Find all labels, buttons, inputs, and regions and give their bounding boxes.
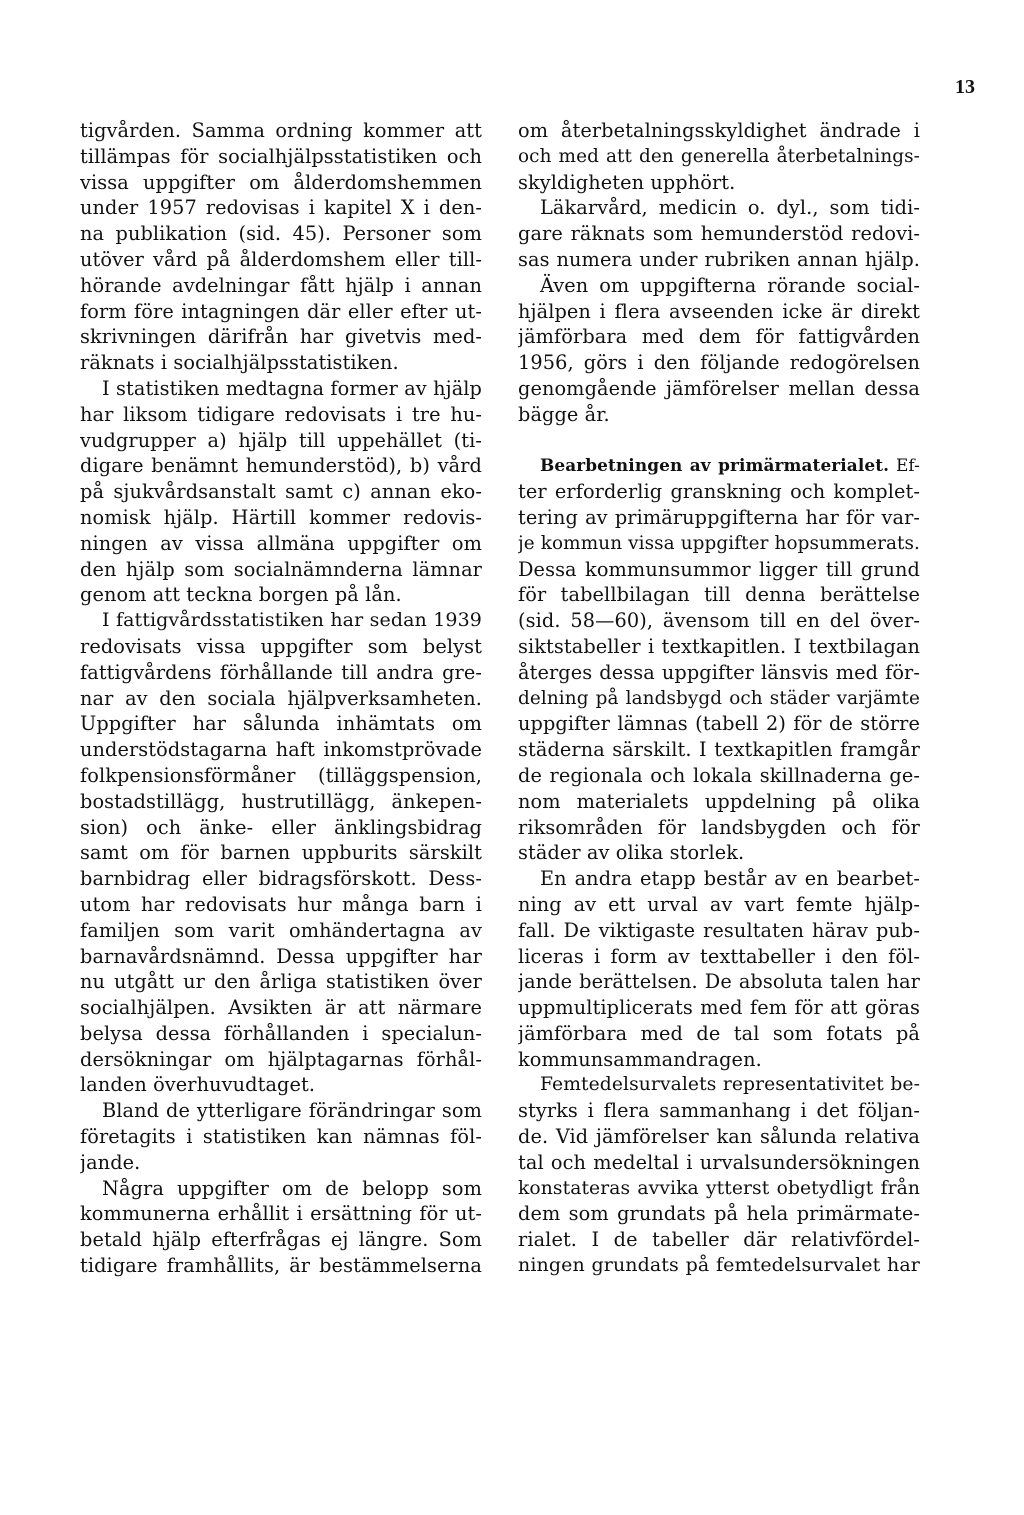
text-line: Bland de ytterligare förändringar som	[102, 1099, 482, 1123]
text-line: de. Vid jämförelser kan sålunda relativa	[518, 1125, 920, 1149]
text-line: landen överhuvudtaget.	[80, 1073, 316, 1097]
text-line: under 1957 redovisas i kapitel X i den-	[80, 196, 482, 220]
text-line: form före intagningen där eller efter ut-	[80, 299, 482, 323]
text-line: na publikation (sid. 45). Personer som	[80, 222, 482, 246]
text-line: samt om för barnen uppburits särskilt	[80, 841, 482, 865]
text-line: rialet. I de tabeller där relativfördel-	[518, 1228, 920, 1252]
left-column	[80, 118, 482, 1279]
text-line: uppgifter lämnas (tabell 2) för de större	[518, 712, 920, 736]
text-line: sion) och änke- eller änklingsbidrag	[80, 815, 482, 839]
text-line: barnavårdsnämnd. Dessa uppgifter har	[80, 944, 482, 968]
text-line: städer av olika storlek.	[518, 841, 745, 865]
text-line: och med att den generella återbetalnings-	[518, 145, 920, 167]
text-line: vudgrupper a) hjälp till uppehället (ti-	[80, 428, 482, 452]
text-line: riksområden för landsbygden och för	[518, 815, 920, 839]
text-line: nu utgått ur den årliga statistiken över	[80, 970, 482, 994]
text-line: Femtedelsurvalets representativitet be-	[540, 1074, 920, 1096]
text-line: tering av primäruppgifterna har för var-	[518, 505, 920, 529]
text-line: delning på landsbygd och städer varjämte	[518, 687, 920, 709]
text-line: je kommun vissa uppgifter hopsummerats.	[518, 532, 920, 554]
text-line: jande berättelsen. De absoluta talen har	[518, 970, 920, 994]
text-line: utöver vård på ålderdomshem eller till-	[80, 247, 482, 271]
text-line: I fattigvårdsstatistiken har sedan 1939	[102, 609, 482, 632]
text-line: familjen som varit omhändertagna av	[80, 918, 482, 942]
text-line: styrks i flera sammanhang i det följan-	[518, 1099, 920, 1123]
text-line: digare benämnt hemunderstöd), b) vård	[80, 454, 482, 478]
text-line: bostadstillägg, hustrutillägg, änkepen-	[80, 789, 482, 813]
text-line: utom har redovisats hur många barn i	[80, 892, 482, 916]
text-line: genom att teckna borgen på lån.	[80, 583, 402, 607]
text-line: återges dessa uppgifter länsvis med för-	[518, 660, 920, 684]
text-line: de regionala och lokala skillnaderna ge-	[518, 763, 920, 787]
text-line: ningen grundats på femtedelsurvalet har	[518, 1254, 920, 1277]
text-line: gare räknats som hemunderstöd redovi-	[518, 222, 920, 246]
text-line: understödstagarna haft inkomstprövade	[80, 738, 482, 762]
text-line: ter erforderlig granskning och komplet-	[518, 480, 920, 504]
text-line: tidigare framhållits, är bestämmelserna	[80, 1254, 482, 1278]
text-line: belysa dessa förhållanden i specialun-	[80, 1021, 482, 1045]
text-line: liceras i form av texttabeller i den föl-	[518, 944, 920, 968]
text-line: om återbetalningsskyldighet ändrade i	[518, 119, 920, 142]
text-line: Läkarvård, medicin o. dyl., som tidi-	[540, 196, 920, 220]
text-line: tal och medeltal i urvalsundersökningen	[518, 1150, 920, 1174]
text-line: hjälpen i flera avseenden icke är direkt	[518, 299, 920, 323]
text-line: nar av den sociala hjälpverksamheten.	[80, 686, 482, 710]
text-line: I statistiken medtagna former av hjälp	[102, 376, 482, 400]
text-line: nomisk hjälp. Härtill kommer redovis-	[80, 505, 482, 529]
text-line: Även om uppgifterna rörande social-	[540, 273, 920, 297]
text-line: hörande avdelningar fått hjälp i annan	[80, 273, 482, 297]
text-line: sas numera under rubriken annan hjälp.	[518, 247, 920, 271]
text-line: kommunerna erhållit i ersättning för ut-	[80, 1202, 482, 1226]
text-line: ning av ett urval av vart femte hjälp-	[518, 892, 920, 916]
text-line: den hjälp som socialnämnderna lämnar	[80, 557, 482, 581]
text-line: på sjukvårdsanstalt samt c) annan eko-	[80, 480, 482, 504]
text-line: (sid. 58—60), ävensom till en del över-	[518, 609, 920, 633]
text-line: bägge år.	[518, 402, 610, 426]
section-heading: Bearbetningen av primärmaterialet.	[540, 455, 890, 476]
text-line: fall. De viktigaste resultaten härav pub-	[518, 918, 920, 942]
text-line: konstateras avvika ytterst obetydligt från	[518, 1177, 920, 1199]
text-line: tillämpas för socialhjälpsstatistiken och	[80, 144, 482, 168]
text-line: kommunsammandragen.	[518, 1047, 762, 1071]
page-number: 13	[955, 76, 975, 98]
text-line: städerna särskilt. I textkapitlen framgår	[518, 738, 920, 762]
text-line: ningen av vissa allmäna uppgifter om	[80, 531, 482, 555]
text-line: uppmultiplicerats med fem för att göras	[518, 996, 920, 1020]
text-line: jämförbara med de tal som fotats på	[518, 1021, 920, 1045]
text-line: betald hjälp efterfrågas ej längre. Som	[80, 1228, 482, 1252]
text-line: En andra etapp består av en bearbet-	[540, 867, 920, 891]
text-line: dem som grundats på hela primärmate-	[518, 1202, 920, 1226]
text-line: jämförbara med dem för fattigvården	[518, 325, 920, 349]
text-line: för tabellbilagan till denna berättelse	[518, 583, 920, 607]
text-line: skyldigheten upphört.	[518, 170, 736, 194]
text-line: vissa uppgifter om ålderdomshemmen	[80, 170, 482, 194]
text-line: socialhjälpen. Avsikten är att närmare	[80, 996, 482, 1020]
heading-continuation: Ef-	[895, 455, 920, 476]
text-line: barnbidrag eller bidragsförskott. Dess-	[80, 867, 482, 891]
paragraph-gap	[518, 428, 920, 454]
text-line: genomgående jämförelser mellan dessa	[518, 376, 920, 400]
section-heading-line	[518, 453, 920, 479]
text-line: Några uppgifter om de belopp som	[102, 1176, 482, 1200]
text-line: folkpensionsförmåner (tilläggspension,	[80, 763, 482, 787]
text-line: dersökningar om hjälptagarnas förhål-	[80, 1047, 482, 1071]
text-line: har liksom tidigare redovisats i tre hu-	[80, 402, 482, 426]
text-line: företagits i statistiken kan nämnas föl-	[80, 1125, 482, 1149]
text-line: tigvården. Samma ordning kommer att	[80, 119, 482, 142]
text-line: jande.	[80, 1150, 141, 1174]
text-line: redovisats vissa uppgifter som belyst	[80, 634, 482, 658]
text-line: skrivningen därifrån har givetvis med-	[80, 325, 482, 349]
text-line: Dessa kommunsummor ligger till grund	[518, 557, 920, 581]
text-line: siktstabeller i textkapitlen. I textbilagan	[518, 634, 920, 658]
text-line: 1956, görs i den följande redogörelsen	[518, 351, 920, 375]
text-line: räknats i socialhjälpsstatistiken.	[80, 351, 399, 375]
right-column	[518, 118, 920, 1279]
text-line: fattigvårdens förhållande till andra gre-	[80, 660, 482, 684]
text-line: Uppgifter har sålunda inhämtats om	[80, 712, 482, 736]
text-line: nom materialets uppdelning på olika	[518, 789, 920, 813]
